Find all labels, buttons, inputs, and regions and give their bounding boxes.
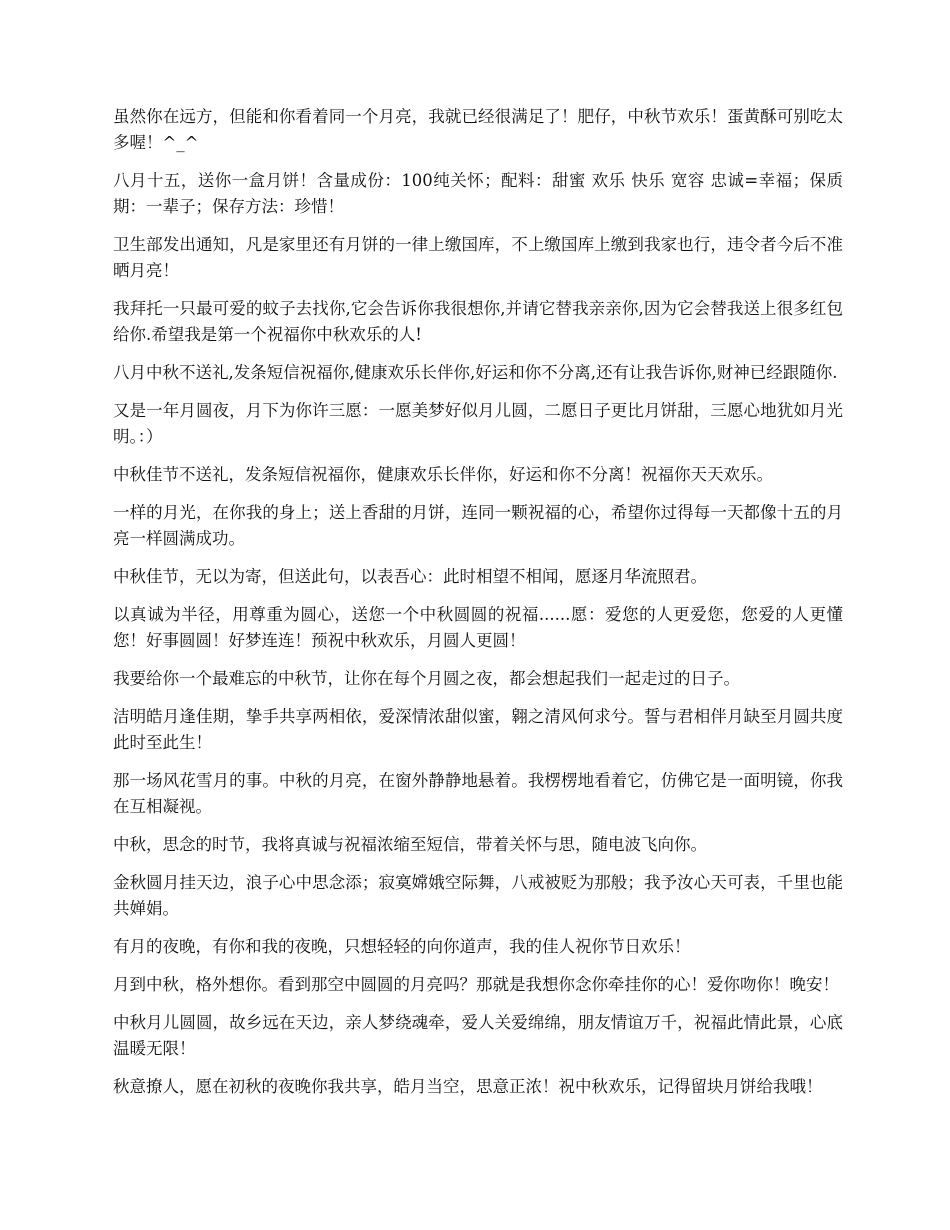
- document-body: [113, 104, 843, 1112]
- paragraph-1: 虽然你在远方，但能和你看着同一个月亮，我就已经很满足了！肥仔，中秋节欢乐！蛋黄酥可别吃太多喔！^_^: [113, 107, 843, 152]
- paragraph-14: 中秋，思念的时节，我将真诚与祝福浓缩至短信，带着关怀与思，随电波飞向你。: [113, 835, 707, 854]
- paragraph-2: 八月十五，送你一盒月饼！含量成份：100纯关怀；配料：甜蜜 欢乐 快乐 宽容 忠诚=幸福；保质期：一辈子；保存方法：珍惜！: [113, 171, 843, 216]
- paragraph-7: 中秋佳节不送礼，发条短信祝福你，健康欢乐长伴你，好运和你不分离！祝福你天天欢乐。: [113, 465, 773, 484]
- paragraph-3: 卫生部发出通知，凡是家里还有月饼的一律上缴国库，不上缴国库上缴到我家也行，违令者今后不准晒月亮！: [113, 235, 843, 280]
- paragraph-17: 月到中秋，格外想你。看到那空中圆圆的月亮吗？那就是我想你念你牵挂你的心！爱你吻你！晚安！: [113, 975, 839, 994]
- paragraph-12: 洁明皓月逢佳期，挚手共享两相依，爱深情浓甜似蜜，翱之清风何求兮。誓与君相伴月缺至月圆共度此时至此生！: [113, 707, 843, 752]
- paragraph-5: 八月中秋不送礼,发条短信祝福你,健康欢乐长伴你,好运和你不分离,还有让我告诉你,财神已经跟随你.: [113, 363, 838, 382]
- paragraph-10: 以真诚为半径，用尊重为圆心，送您一个中秋圆圆的祝福......愿：爱您的人更爱您，您爱的人更懂您！好事圆圆！好梦连连！预祝中秋欢乐，月圆人更圆！: [113, 605, 843, 650]
- paragraph-6: 又是一年月圆夜，月下为你许三愿：一愿美梦好似月儿圆，二愿日子更比月饼甜，三愿心地犹如月光明。：）: [113, 401, 843, 446]
- paragraph-13: 那一场风花雪月的事。中秋的月亮，在窗外静静地悬着。我楞楞地看着它，仿佛它是一面明镜，你我在互相凝视。: [113, 771, 843, 816]
- paragraph-18: 中秋月儿圆圆，故乡远在天边，亲人梦绕魂牵，爱人关爱绵绵，朋友情谊万千，祝福此情此景，心底温暖无限！: [113, 1013, 843, 1058]
- paragraph-19: 秋意撩人，愿在初秋的夜晚你我共享，皓月当空，思意正浓！祝中秋欢乐，记得留块月饼给我哦！: [113, 1077, 823, 1096]
- paragraph-16: 有月的夜晚，有你和我的夜晚，只想轻轻的向你道声，我的佳人祝你节日欢乐！: [113, 937, 691, 956]
- paragraph-15: 金秋圆月挂天边，浪子心中思念添；寂寞嫦娥空际舞，八戒被贬为那般；我予汝心天可表，千里也能共婵娟。: [113, 873, 843, 918]
- paragraph-11: 我要给你一个最难忘的中秋节，让你在每个月圆之夜，都会想起我们一起走过的日子。: [113, 669, 740, 688]
- paragraph-4: 我拜托一只最可爱的蚊子去找你,它会告诉你我很想你,并请它替我亲亲你,因为它会替我送上很多红包给你.希望我是第一个祝福你中秋欢乐的人!: [113, 299, 843, 344]
- paragraph-9: 中秋佳节，无以为寄，但送此句，以表吾心：此时相望不相闻，愿逐月华流照君。: [113, 567, 707, 586]
- paragraph-8: 一样的月光，在你我的身上；送上香甜的月饼，连同一颗祝福的心，希望你过得每一天都像十五的月亮一样圆满成功。: [113, 503, 843, 548]
